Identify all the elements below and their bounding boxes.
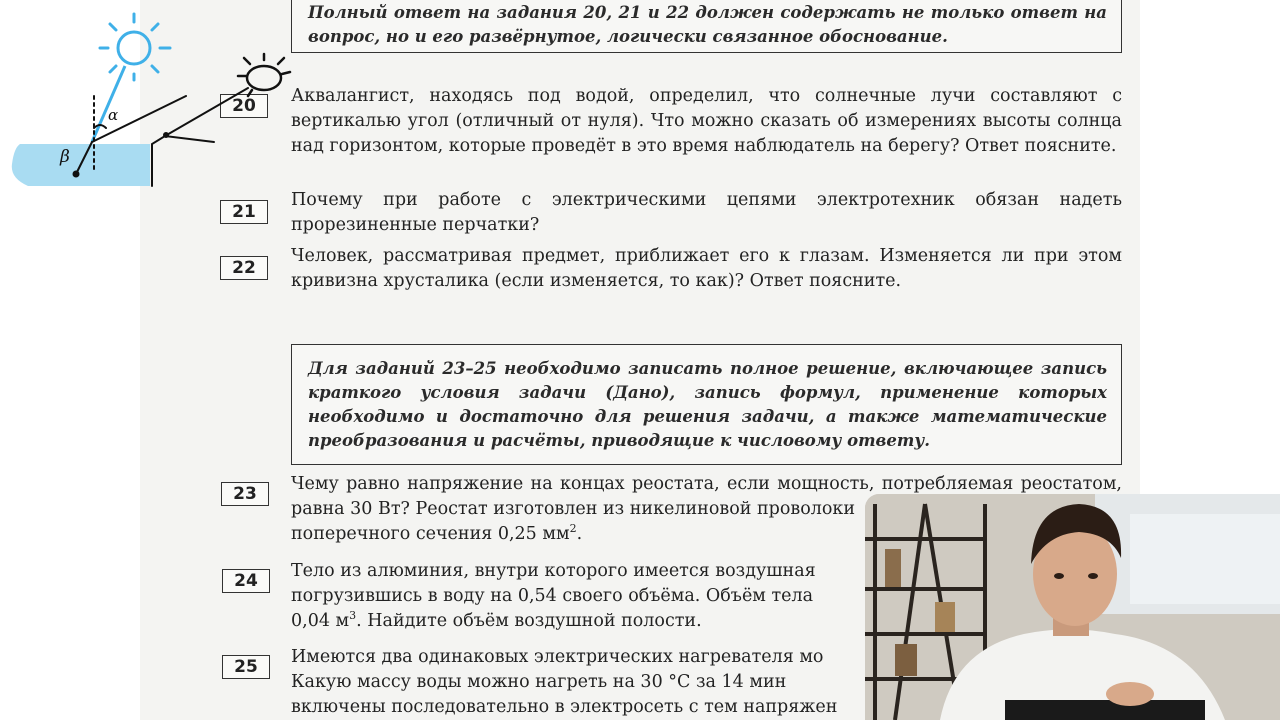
observer-point	[163, 132, 169, 138]
beta-label: β	[60, 147, 70, 167]
task-number-24: 24	[222, 569, 270, 593]
task-number-23: 23	[221, 482, 269, 506]
task-number-21: 21	[220, 200, 268, 224]
blue-ray	[92, 66, 125, 142]
alpha-label: α	[108, 106, 119, 124]
task-text-25-line3: включены последовательно в электросеть с тем напряжен	[291, 697, 838, 717]
webcam-scene	[865, 494, 1280, 720]
task-text-23-sup: 2	[569, 522, 577, 536]
task-text-25-line2: Какую массу воды можно нагреть на 30 °С за 14 мин	[291, 672, 787, 692]
task-text-24-line1: Тело из алюминия, внутри которого имеется воздушная	[291, 561, 816, 581]
task-text-24-end: . Найдите объём воздушной полости.	[356, 611, 702, 631]
task-text-21: Почему при работе с электрическими цепями электротехник обязан надеть прорезиненные перчатки?	[291, 190, 1122, 235]
task-text-20: Аквалангист, находясь под водой, определил, что солнечные лучи составляют с вертикалью угол (отличный от нуля). Что можно сказать об измерениях высоты солнца над горизонтом, которые проведёт в это время наблюдатель на берегу? Ответ поясните.	[291, 86, 1122, 156]
task-text-25-line1: Имеются два одинаковых электрических нагревателя мо	[291, 647, 824, 667]
task-text-23-end: .	[576, 524, 583, 544]
task-number-25: 25	[222, 655, 270, 679]
task-text-24-line2: погрузившись в воду на 0,54 своего объёма. Объём тела	[291, 586, 814, 606]
task-text-24-line3: 0,04 м	[291, 611, 350, 631]
notice-box-answers: Полный ответ на задания 20, 21 и 22 должен содержать не только ответ на вопрос, но и его развёрнутое, логически связанное обоснование.	[291, 0, 1122, 53]
diver-point	[73, 171, 80, 178]
task-text-24-sup: 3	[349, 609, 357, 623]
task-text-22: Человек, рассматривая предмет, приближает его к глазам. Изменяется ли при этом кривизна хрусталика (если изменяется, то как)? Ответ поясните.	[291, 246, 1122, 291]
blue-sun-icon	[100, 14, 170, 80]
task-number-20: 20	[220, 94, 268, 118]
handwritten-refraction-sketch	[0, 0, 300, 200]
notice-box-solutions: Для заданий 23–25 необходимо записать полное решение, включающее запись краткого условия задачи (Дано), запись формул, применение которых необходимо и достаточно для решения задачи, а также математические преобразования и расчёты, приводящие к числовому ответу.	[291, 344, 1122, 465]
task-text-23-part1: Чему равно напряжение на концах реостата, если мощность, потребляемая реостатом, равна 30 Вт? Реостат изготовлен из никелиновой проволоки	[291, 474, 1122, 519]
task-text-23-part2: поперечного сечения 0,25 мм	[291, 524, 570, 544]
task-number-22: 22	[220, 256, 268, 280]
webcam-overlay	[865, 494, 1280, 720]
